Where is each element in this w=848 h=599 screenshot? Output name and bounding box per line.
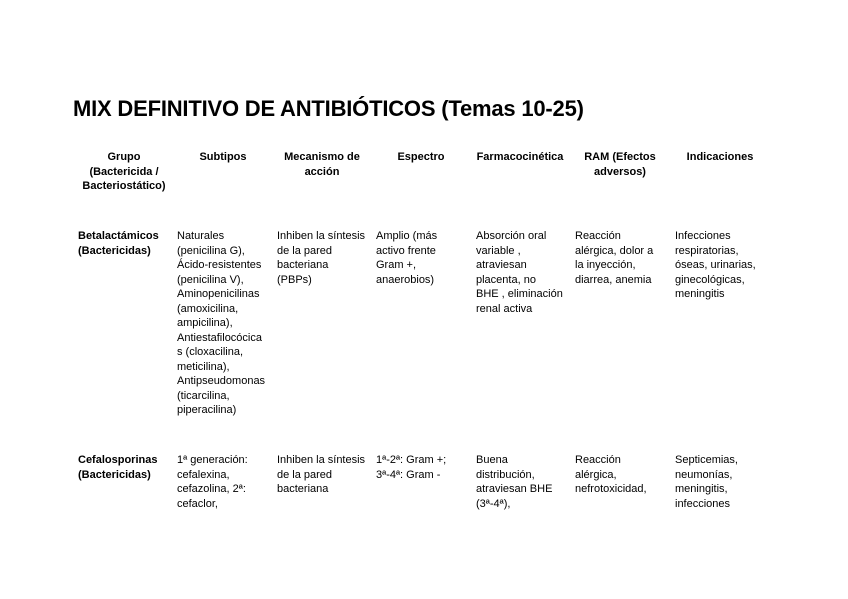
- table-row-pharmacokinetics: Buena distribución, atraviesan BHE (3ª-4ª),: [476, 454, 553, 510]
- table-row-spectrum: 1ª-2ª: Gram +; 3ª-4ª: Gram -: [376, 454, 447, 481]
- table-row-pharmacokinetics: Absorción oral variable , atraviesan placenta, no BHE , eliminación renal activa: [476, 230, 563, 315]
- table-row-subtypes: 1ª generación: cefalexina, cefazolina, 2ª: cefaclor,: [177, 454, 248, 510]
- table-row-mechanism: Inhiben la síntesis de la pared bacteriana: [277, 454, 366, 495]
- column-header-subtypes: Subtipos: [199, 151, 247, 163]
- table-row-subtypes: Naturales (penicilina G), Ácido-resistentes (penicilina V), Aminopenicilinas (amoxicilina, ampicilina), Antiestafilocócica s (cloxacilina, meticilina), Antipseudomonas (ticarcilina, piperacilina): [177, 230, 266, 416]
- table-row-adverse-effects: Reacción alérgica, nefrotoxicidad,: [575, 454, 647, 495]
- table-row-group: Cefalosporinas (Bactericidas): [78, 454, 158, 481]
- table-row-mechanism: Inhiben la síntesis de la pared bacteriana (PBPs): [277, 230, 366, 286]
- table-row-indications: Infecciones respiratorias, óseas, urinarias, ginecológicas, meningitis: [675, 230, 756, 300]
- column-header-group: Grupo (Bactericida / Bacteriostático): [82, 151, 166, 192]
- column-header-adverse-effects: RAM (Efectos adversos): [584, 151, 656, 178]
- table-row-spectrum: Amplio (más activo frente Gram +, anaerobios): [376, 230, 438, 286]
- column-header-spectrum: Espectro: [397, 151, 445, 163]
- table-row-indications: Septicemias, neumonías, meningitis, infecciones: [675, 454, 738, 510]
- column-header-pharmacokinetics: Farmacocinética: [476, 151, 564, 163]
- column-header-mechanism: Mecanismo de acción: [284, 151, 360, 178]
- table-row-adverse-effects: Reacción alérgica, dolor a la inyección, diarrea, anemia: [575, 230, 654, 286]
- table-row-group: Betalactámicos (Bactericidas): [78, 230, 159, 257]
- column-header-indications: Indicaciones: [686, 151, 754, 163]
- document-title: MIX DEFINITIVO DE ANTIBIÓTICOS (Temas 10-25): [73, 96, 584, 121]
